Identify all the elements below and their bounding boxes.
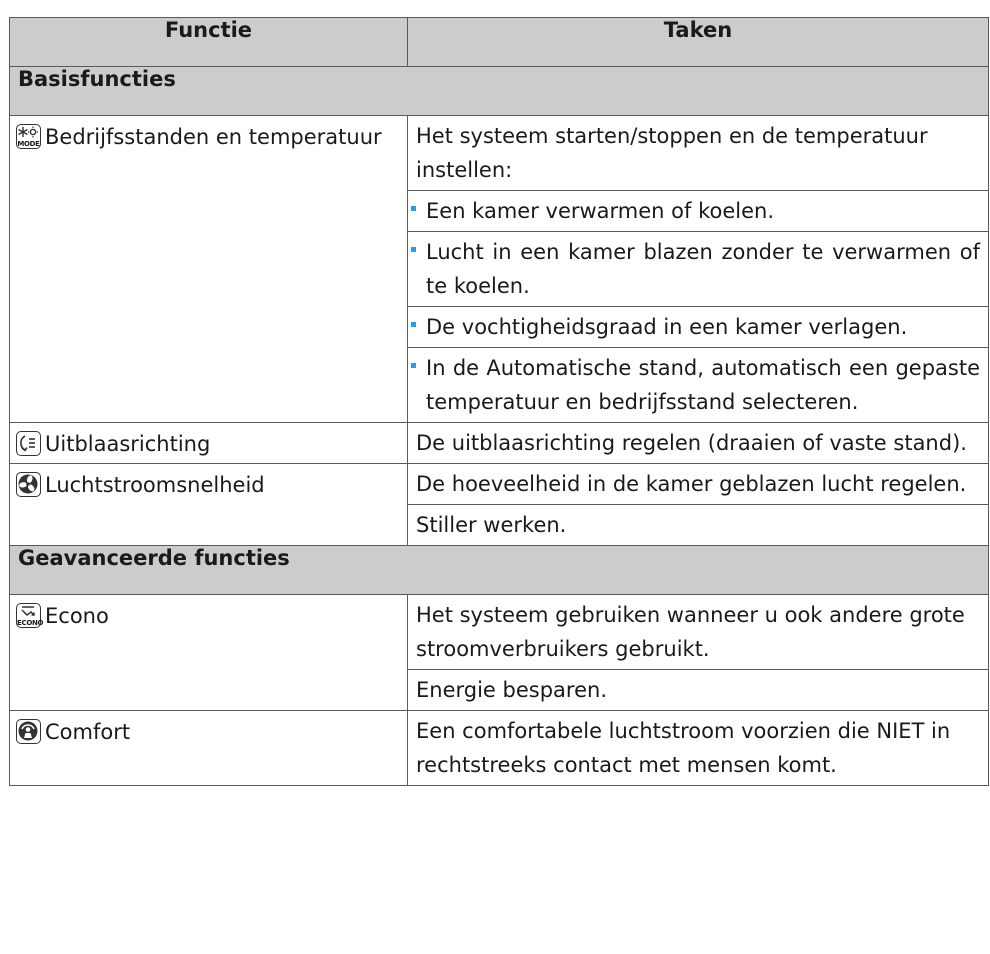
econo-icon	[16, 603, 44, 628]
function-cell-fan	[10, 464, 408, 546]
task-text: Het systeem gebruiken wanneer u ook andere grote stroomverbruikers gebruikt.	[416, 603, 965, 661]
section-title-advanced: Geavanceerde functies	[10, 546, 989, 595]
function-name-swing: Uitblaasrichting	[45, 432, 211, 456]
table-row	[10, 423, 989, 464]
task-text: De uitblaasrichting regelen (draaien of vaste stand).	[416, 431, 967, 455]
section-row-advanced	[10, 546, 989, 595]
function-cell-econo	[10, 595, 408, 711]
task-text: De hoeveelheid in de kamer geblazen lucht regelen.	[416, 472, 967, 496]
comfort-icon	[16, 719, 41, 744]
table-row	[10, 116, 989, 423]
swing-icon	[16, 431, 41, 456]
function-name-econo: Econo	[45, 604, 109, 628]
econo-icon-label: ECONO	[17, 619, 44, 627]
column-header-tasks: Taken	[408, 18, 989, 67]
task-text: Energie besparen.	[408, 669, 988, 710]
task-intro: Het systeem starten/stoppen en de temperatuur instellen:	[416, 124, 928, 182]
tasks-cell-comfort	[408, 711, 989, 786]
section-title-basic: Basisfuncties	[10, 67, 989, 116]
function-cell-mode	[10, 116, 408, 423]
task-text: Een comfortabele luchtstroom voorzien die NIET in rechtstreeks contact met mensen komt.	[416, 719, 951, 777]
task-bullet: In de Automatische stand, automatisch een gepaste temperatuur en bedrijfsstand selecteren.	[408, 347, 988, 422]
mode-icon-label: MODE	[17, 140, 40, 148]
section-row-basic	[10, 67, 989, 116]
tasks-cell-fan	[408, 464, 989, 546]
function-name-comfort: Comfort	[45, 720, 131, 744]
task-text: Stiller werken.	[408, 504, 988, 545]
tasks-cell-swing	[408, 423, 989, 464]
function-cell-swing	[10, 423, 408, 464]
table-row	[10, 464, 989, 546]
fan-icon	[16, 472, 41, 497]
tasks-cell-mode	[408, 116, 989, 423]
column-header-function: Functie	[10, 18, 408, 67]
table-row	[10, 595, 989, 711]
function-name-fan: Luchtstroomsnelheid	[45, 473, 265, 497]
table-row	[10, 711, 989, 786]
function-name-mode: Bedrijfsstanden en temperatuur	[45, 125, 382, 149]
task-bullet: De vochtigheidsgraad in een kamer verlagen.	[408, 306, 988, 347]
functions-table	[9, 17, 989, 786]
tasks-cell-econo	[408, 595, 989, 711]
task-bullet: Lucht in een kamer blazen zonder te verwarmen of te koelen.	[408, 231, 988, 306]
function-cell-comfort	[10, 711, 408, 786]
mode-icon	[16, 124, 41, 149]
task-bullet: Een kamer verwarmen of koelen.	[408, 190, 988, 231]
table-header-row	[10, 18, 989, 67]
